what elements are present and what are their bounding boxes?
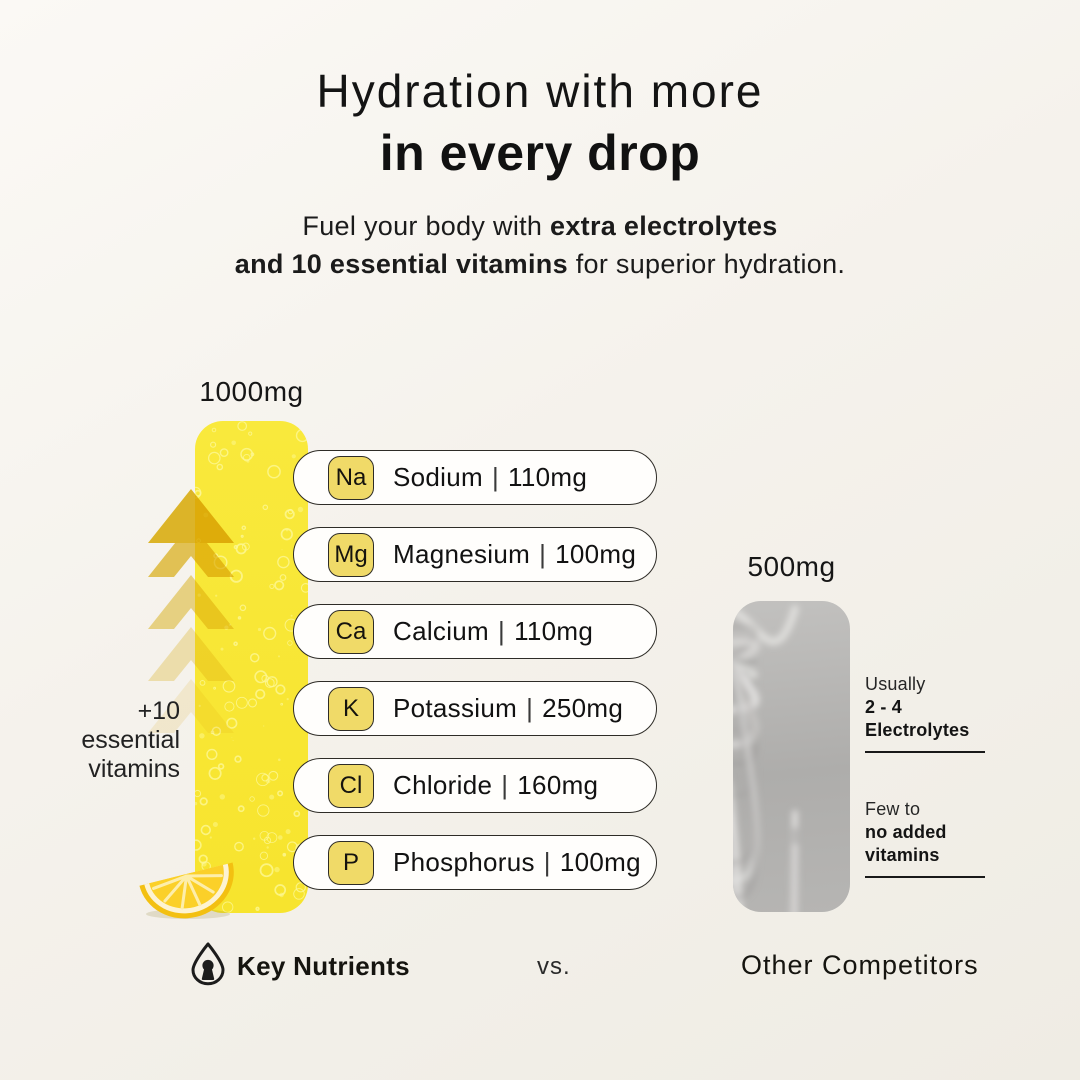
subtitle-line1: Fuel your body with extra electrolytes — [302, 211, 778, 241]
product-amount-label: 1000mg — [199, 376, 304, 407]
electrolyte-label — [393, 770, 598, 801]
electrolyte-amount: 250mg — [542, 693, 624, 723]
electrolyte-label — [393, 616, 593, 647]
electrolyte-name: Chloride — [393, 770, 493, 800]
electrolyte-amount: 160mg — [517, 770, 599, 800]
page-title-line1: Hydration with more — [316, 65, 764, 117]
electrolyte-amount: 110mg — [514, 616, 594, 646]
separator: | — [526, 693, 534, 723]
vitamins-note-line: vitamins — [88, 755, 180, 783]
element-badge: Mg — [328, 533, 374, 577]
note-regular: Usually — [865, 674, 926, 694]
electrolyte-pill-calcium — [293, 604, 657, 659]
element-badge: Cl — [328, 764, 374, 808]
electrolyte-label — [393, 539, 636, 570]
electrolyte-amount: 100mg — [559, 847, 641, 877]
electrolyte-name: Potassium — [393, 693, 518, 723]
divider — [865, 751, 985, 753]
droplet-keyhole-logo-icon — [190, 941, 226, 991]
electrolyte-pill-sodium — [293, 450, 657, 505]
subtitle-line2: and 10 essential vitamins for superior hydration. — [234, 249, 846, 279]
electrolyte-name: Sodium — [393, 462, 483, 492]
electrolyte-amount: 110mg — [508, 462, 588, 492]
vitamins-note-line: essential — [81, 726, 180, 754]
note-bold: Electrolytes — [865, 720, 970, 740]
element-badge: K — [328, 687, 374, 731]
separator: | — [498, 616, 506, 646]
electrolyte-name: Phosphorus — [393, 847, 535, 877]
electrolyte-label — [393, 462, 587, 493]
water-texture — [733, 601, 850, 912]
divider — [865, 876, 985, 878]
versus-label: vs. — [537, 953, 571, 980]
separator: | — [539, 539, 547, 569]
element-badge: P — [328, 841, 374, 885]
note-bold: 2 - 4 — [865, 697, 903, 717]
competitor-name-label: Other Competitors — [741, 950, 979, 980]
electrolyte-amount: 100mg — [555, 539, 637, 569]
separator: | — [491, 462, 500, 492]
element-badge: Ca — [328, 610, 374, 654]
note-regular: Few to — [865, 799, 921, 819]
brand-lockup — [190, 941, 410, 991]
electrolyte-label — [393, 693, 623, 724]
note-bold: vitamins — [865, 845, 940, 865]
electrolyte-name: Magnesium — [393, 539, 531, 569]
competitor-electrolyte-note — [865, 673, 995, 753]
electrolyte-pill-potassium — [293, 681, 657, 736]
electrolyte-pill-phosphorus — [293, 835, 657, 890]
element-badge: Na — [328, 456, 374, 500]
electrolyte-name: Calcium — [393, 616, 490, 646]
product-vitamins-note — [40, 697, 180, 784]
electrolyte-pill-magnesium — [293, 527, 657, 582]
competitor-vitamin-note — [865, 798, 995, 878]
brand-name: Key Nutrients — [237, 950, 410, 981]
separator: | — [501, 770, 509, 800]
note-bold: no added — [865, 822, 947, 842]
page-subtitle — [0, 207, 1080, 283]
separator: | — [543, 847, 551, 877]
competitor-bar — [733, 601, 850, 912]
electrolyte-list — [293, 450, 657, 890]
electrolyte-label — [393, 847, 641, 878]
lemon-wedge-image — [136, 840, 238, 925]
page-title-line2: in every drop — [379, 125, 701, 181]
vitamins-note-line: +10 — [137, 697, 180, 725]
electrolyte-pill-chloride — [293, 758, 657, 813]
competitor-amount-label: 500mg — [747, 551, 836, 582]
